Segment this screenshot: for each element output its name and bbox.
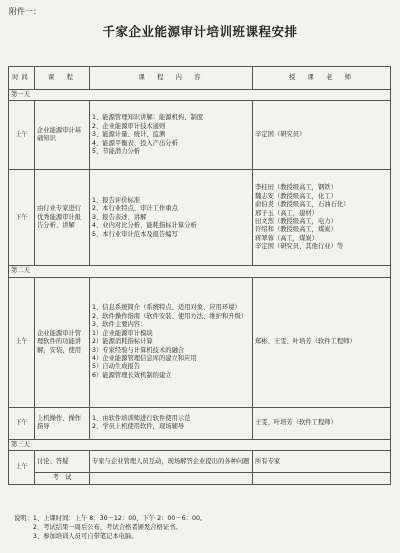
content-line: 5）自动生成报告 [92,363,141,371]
content-line: 4、业内对比分析、能耗指标计算分析 [92,222,197,230]
session-content [90,407,253,439]
note-line: 说明：1、上课时间：上午 8：30－12：00，下午 2：00－6：00。 [14,515,207,522]
content-line: 1、能源管理知识讲解：能源机构、制度 [92,114,204,122]
content-line: 2、软件操作指南（软件安装、使用方法、维护和升级） [92,312,248,320]
header-course: 课 程 [35,67,90,90]
day-label: 第三天 [9,439,391,450]
table-row [9,451,391,473]
content-line: 2）能源消耗指标计算 [92,338,153,346]
session-content [90,101,253,170]
table-row [9,101,391,170]
note-line: 3、参加培训人员可自带笔记本电脑。 [14,533,138,540]
day-row [9,439,391,450]
session-content [90,277,253,407]
table-row [9,407,391,439]
table-row [9,277,391,407]
content-line: 5、本行业审计范本及报告编写 [92,230,178,238]
table-header-row [9,67,391,90]
schedule-table [8,66,391,485]
session-teacher: 所有专家 [253,451,391,473]
day-label: 第二天 [9,266,391,277]
page-title: 千家企业能源审计培训班课程安排 [102,24,298,39]
content-line: 6）能源管理长效机制的建立 [92,371,172,379]
table-row [9,170,391,266]
content-line: 1、报告评价标准 [92,196,141,204]
session-content [90,170,253,266]
content-line: 3、能源计量、统计、监测 [92,131,166,139]
content-line: 3、软件主要内容： [92,321,147,329]
content-line: 2、学员上机使用软件，现场辅导 [92,423,185,431]
session-course: 讨论、答疑 [35,451,90,473]
session-time: 上午 [9,101,35,170]
content-line: 5、节能潜力分析 [92,148,141,156]
content-line: 1、信息系统简介（系统特点、适用对象、应用环境） [92,304,241,312]
content-line: 2、企业能源审计技术通则 [92,122,166,130]
session-time: 上午 [9,451,35,484]
session-course: 企业能源审计基础知识 [35,101,90,170]
session-teacher: 郑彬、王雯、叶培芳（软件工程师） [253,277,391,407]
session-teacher: 王雯、叶培芳（软件工程师） [253,407,391,439]
exam-teacher [253,473,391,484]
day-row [9,266,391,277]
table-row [9,473,391,484]
session-time: 下午 [9,407,35,439]
session-teacher: 李桂田（教授级高工，钢铁） 魏志安（教授级高工，化工） 俞伯炎（教授级高工，石油石化） 邢子玉（高工，建材） 田文烈（教授级高工，电力） 许绍和（教授级高工，煤炭） 蒋翠蓉（高工，煤炭） 辛定国（研究员、其他行业）等 [253,170,391,266]
session-time: 下午 [9,170,35,266]
session-content: 专家与企业管理人员互动，现场解答企业提出的各种问题 [90,451,253,473]
content-line: 3）专家经验与计算机技术的融合 [92,346,185,354]
session-time: 上午 [9,277,35,407]
session-teacher: 辛定国（研究员） [253,101,391,170]
session-course: 上机操作、操作指导 [35,407,90,439]
content-line: 1）企业能源审计模块 [92,329,153,337]
attachment-label: 附件一： [9,7,41,16]
note-line: 2、考试结果一周后公布，考试合格者颁发合格证书。 [14,524,182,531]
header-time: 时间 [9,67,35,90]
content-line: 4）企业能源管理信息库的建立和应用 [92,354,197,362]
header-content: 课 程 内 容 [90,67,253,90]
content-line: 1、由软件培训师进行软件使用示范 [92,414,191,422]
exam-content [90,473,253,484]
day-label: 第一天 [9,90,391,101]
exam-label: 考 试 [35,473,90,484]
day-row [9,90,391,101]
content-line: 2、本行业特点、审计工作重点 [92,205,178,213]
session-course: 由行业专家进行优秀能源审计报告分析、讲解 [35,170,90,266]
content-line: 4、能源平衡表、投入产出分析 [92,139,178,147]
notes [14,514,206,541]
content-line: 3、报告表述、讲解 [92,213,147,221]
header-teacher: 授 课 老 师 [253,67,391,90]
session-course: 企业能源审计管理软件的功能讲解，安装、使用 [35,277,90,407]
